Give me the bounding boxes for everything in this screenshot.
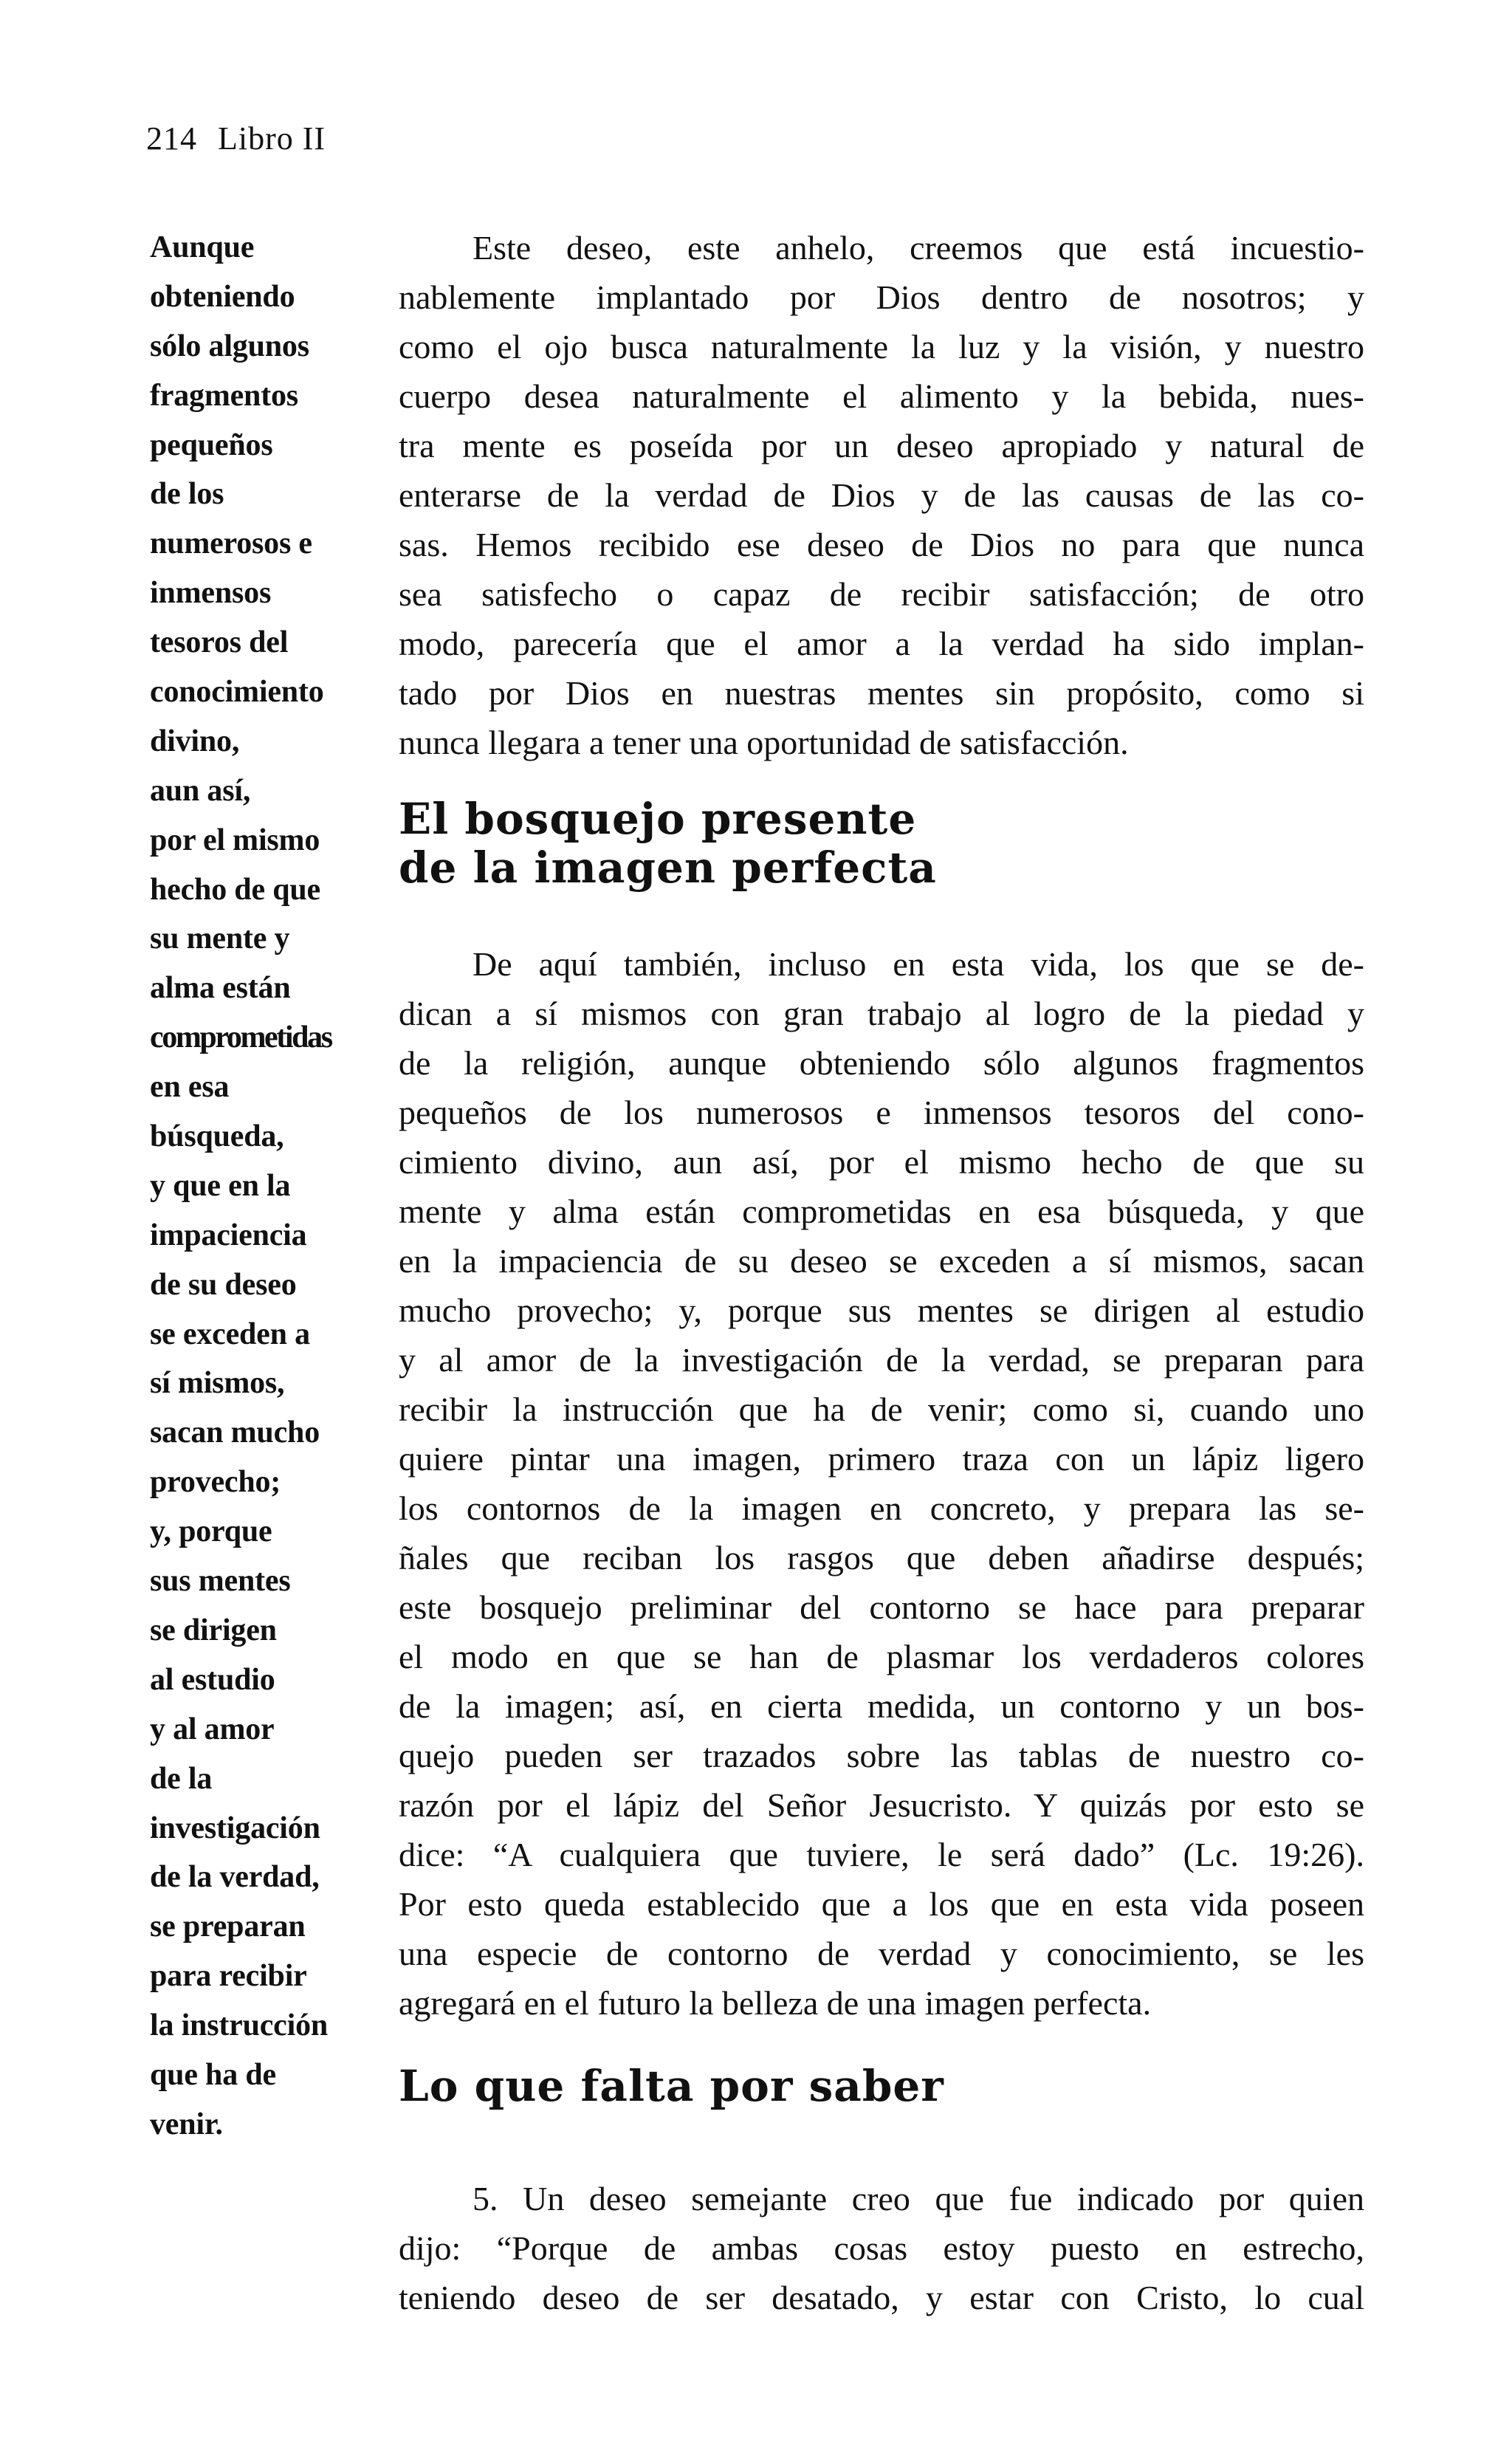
text-line: los contornos de la imagen en concreto, y prepara las se- (399, 1489, 1364, 1527)
text-line: este bosquejo preliminar del contorno se hace para preparar (399, 1588, 1364, 1626)
text-line: ñales que reciban los rasgos que deben añadirse después; (399, 1539, 1364, 1577)
margin-note-line: Aunque (150, 230, 255, 264)
margin-note-line: tesoros del (150, 625, 289, 660)
margin-note-line: comprometidas (150, 1020, 331, 1055)
margin-note-line: se dirigen (150, 1613, 277, 1647)
margin-note-line: inmensos (150, 576, 272, 611)
text-line: 5. Un deseo semejante creo que fue indicado por quien (472, 2180, 1364, 2217)
text-line: una especie de contorno de verdad y conocimiento, se les (399, 1935, 1364, 1972)
main-text (399, 223, 1364, 2322)
margin-note-line: sus mentes (150, 1564, 291, 1599)
margin-note-line: búsqueda, (150, 1119, 284, 1154)
margin-note (150, 223, 386, 2150)
text-line: dijo: “Porque de ambas cosas estoy puesto en estrecho, (399, 2229, 1364, 2267)
text-line: dican a sí mismos con gran trabajo al logro de la piedad y (399, 995, 1364, 1032)
text-line: De aquí también, incluso en esta vida, los que se de- (472, 945, 1364, 983)
text-line: y al amor de la investigación de la verdad, se preparan para (399, 1341, 1364, 1379)
heading-line: Lo que falta por saber (399, 2061, 944, 2111)
margin-note-line: venir. (150, 2107, 223, 2141)
text-line: Este deseo, este anhelo, creemos que está incuestio- (472, 229, 1364, 267)
running-head (146, 117, 326, 161)
margin-note-line: se preparan (150, 1910, 306, 1944)
text-line: sas. Hemos recibido ese deseo de Dios no para que nunca (399, 526, 1364, 563)
margin-note-line: conocimiento (150, 675, 324, 710)
margin-note-line: por el mismo (150, 823, 320, 857)
text-line: enterarse de la verdad de Dios y de las causas de las co- (399, 476, 1364, 514)
margin-note-line: provecho; (150, 1465, 281, 1500)
margin-note-line: para recibir (150, 1959, 307, 1994)
margin-note-line: sacan mucho (150, 1416, 320, 1450)
margin-note-line: numerosos e (150, 526, 312, 561)
margin-note-line: obteniendo (150, 279, 295, 314)
text-line: cuerpo desea naturalmente el alimento y la bebida, nues- (399, 377, 1364, 415)
paragraph (399, 2174, 1364, 2322)
heading-line: El bosquejo presente (399, 794, 917, 844)
paragraph (399, 223, 1364, 767)
text-line: mente y alma están comprometidas en esa búsqueda, y que (399, 1193, 1364, 1230)
text-line: mucho provecho; y, porque sus mentes se dirigen al estudio (399, 1291, 1364, 1329)
text-line: recibir la instrucción que ha de venir; como si, cuando uno (399, 1390, 1364, 1428)
margin-note-line: de su deseo (150, 1267, 297, 1302)
margin-note-line: sólo algunos (150, 329, 309, 363)
text-line: en la impaciencia de su deseo se exceden a sí mismos, sacan (399, 1242, 1364, 1280)
margin-note-line: hecho de que (150, 872, 320, 907)
text-line: quiere pintar una imagen, primero traza con un lápiz ligero (399, 1440, 1364, 1478)
margin-note-line: fragmentos (150, 378, 298, 413)
text-line: nunca llegara a tener una oportunidad de satisfacción. (399, 724, 1129, 761)
margin-note-line: se exceden a (150, 1317, 310, 1351)
text-line: agregará en el futuro la belleza de una imagen perfecta. (399, 1984, 1152, 2022)
section-heading (399, 2062, 1364, 2110)
text-line: dice: “A cualquiera que tuviere, le será dado” (Lc. 19:26). (399, 1836, 1364, 1873)
margin-note-line: de los (150, 477, 224, 512)
margin-note-line: de la verdad, (150, 1860, 320, 1895)
heading-line: de la imagen perfecta (399, 843, 937, 893)
margin-note-line: sí mismos, (150, 1366, 285, 1401)
margin-note-line: al estudio (150, 1662, 275, 1697)
margin-note-line: de la (150, 1761, 213, 1796)
margin-note-line: que ha de (150, 2057, 276, 2092)
text-line: pequeños de los numerosos e inmensos tesoros del cono- (399, 1094, 1364, 1131)
margin-note-line: y que en la (150, 1168, 291, 1203)
margin-note-line: investigación (150, 1811, 320, 1845)
text-line: razón por el lápiz del Señor Jesucristo. Y quizás por esto se (399, 1786, 1364, 1824)
margin-note-line: en esa (150, 1070, 230, 1105)
margin-note-line: la instrucción (150, 2008, 329, 2043)
text-line: tra mente es poseída por un deseo apropiado y natural de (399, 427, 1364, 464)
text-line: sea satisfecho o capaz de recibir satisfacción; de otro (399, 575, 1364, 613)
text-line: modo, parecería que el amor a la verdad ha sido implan- (399, 625, 1364, 662)
margin-note-line: y, porque (150, 1514, 272, 1549)
paragraph (399, 939, 1364, 2028)
margin-note-line: y al amor (150, 1712, 275, 1746)
text-line: de la religión, aunque obteniendo sólo algunos fragmentos (399, 1044, 1364, 1082)
margin-note-line: divino, (150, 724, 240, 758)
page-number: 214 (146, 120, 197, 157)
text-line: nablemente implantado por Dios dentro de nosotros; y (399, 278, 1364, 316)
text-line: Por esto queda establecido que a los que en esta vida poseen (399, 1885, 1364, 1923)
section-heading (399, 795, 1364, 892)
margin-note-line: su mente y (150, 922, 290, 956)
text-line: teniendo deseo de ser desatado, y estar con Cristo, lo cual (399, 2279, 1364, 2316)
margin-note-line: alma están (150, 971, 291, 1006)
running-title: Libro II (218, 120, 326, 157)
margin-note-line: aun así, (150, 773, 251, 808)
text-line: de la imagen; así, en cierta medida, un contorno y un bos- (399, 1687, 1364, 1725)
margin-note-line: pequeños (150, 428, 273, 462)
text-line: tado por Dios en nuestras mentes sin propósito, como si (399, 674, 1364, 712)
text-line: el modo en que se han de plasmar los verdaderos colores (399, 1638, 1364, 1675)
text-line: quejo pueden ser trazados sobre las tablas de nuestro co- (399, 1737, 1364, 1774)
margin-note-line: impaciencia (150, 1218, 307, 1252)
text-line: cimiento divino, aun así, por el mismo hecho de que su (399, 1143, 1364, 1181)
text-line: como el ojo busca naturalmente la luz y la visión, y nuestro (399, 328, 1364, 366)
